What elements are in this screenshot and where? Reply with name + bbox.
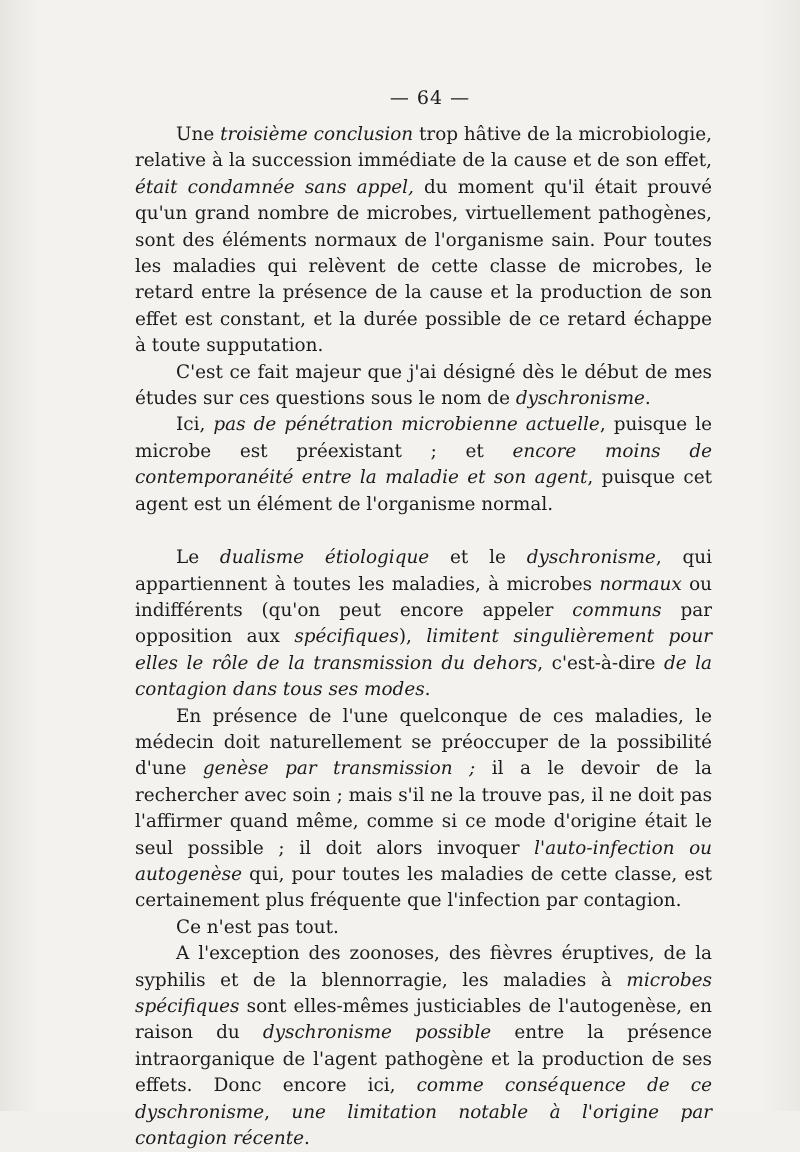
- italic-text: l'auto-infection ou autogenèse: [135, 837, 713, 885]
- paragraph: [135, 915, 712, 941]
- paragraph: [135, 545, 712, 703]
- text-run: qui, pour toutes les maladies de cette classe, est certainement plus fréquente que l'infection par contagion.: [135, 863, 712, 912]
- text-run: Une: [176, 124, 221, 145]
- italic-text: dyschronisme: [515, 388, 645, 410]
- italic-text: troisième conclusion: [220, 124, 414, 145]
- text-run: et le: [429, 547, 527, 569]
- body-text: [135, 122, 712, 1152]
- paragraph: [135, 704, 712, 915]
- italic-text: encore moins de contemporanéité entre la maladie et son agent: [135, 440, 712, 489]
- text-run: ),: [398, 626, 427, 648]
- italic-text: spécifiques: [294, 626, 399, 648]
- text-run: du moment qu'il était prouvé qu'un grand nombre de microbes, virtuellement pathogènes, sont des éléments normaux de l'organisme sain. Pour toutes les maladies qui relèvent de cette classe de microbes, le retard entre la présence de la cause et la production de son effet est constant, et la durée possible de ce retard échappe à toute supputation.: [135, 176, 712, 357]
- italic-text: microbes spécifiques: [135, 969, 712, 1017]
- text-run: .: [644, 388, 651, 410]
- text-run: , puisque cet agent est un élément de l'organisme normal.: [135, 467, 712, 515]
- text-run: Ici,: [176, 414, 214, 436]
- paragraph: [135, 360, 712, 413]
- text-run: par opposition aux: [135, 599, 712, 648]
- text-run: ou indifférents (qu'on peut encore appeler: [135, 573, 712, 621]
- italic-text: dualisme étiologique: [219, 547, 430, 569]
- text-run: sont elles-mêmes justiciables de l'autogenèse, en raison du: [135, 996, 712, 1044]
- paragraph: [135, 941, 712, 1152]
- text-run: C'est ce fait majeur que j'ai désigné dès le début de mes études sur ces questions sous le nom de: [135, 361, 712, 410]
- text-run: ,: [264, 1101, 292, 1123]
- text-run: Ce n'est pas tout.: [176, 916, 339, 938]
- text-run: , puisque le microbe est préexistant ; et: [135, 414, 712, 462]
- italic-text: pas de pénétration microbienne actuelle: [213, 414, 600, 436]
- italic-text: de la contagion dans tous ses modes: [135, 652, 712, 701]
- text-run: trop hâtive de la microbiologie, relative à la succession immédiate de la cause et de son effet,: [135, 124, 712, 172]
- text-run: .: [424, 679, 431, 701]
- italic-text: genèse par transmission ;: [202, 758, 476, 780]
- text-run: , c'est-à-dire: [537, 652, 664, 674]
- text-run: , qui appartiennent à toutes les maladies, à microbes: [135, 547, 712, 595]
- text-run: A l'exception des zoonoses, des fièvres éruptives, de la syphilis et de la blennorragie, les maladies à: [135, 943, 712, 991]
- italic-text: comme conséquence de ce dyschronisme: [135, 1075, 712, 1123]
- text-run: Le: [176, 547, 220, 569]
- paragraph: [135, 122, 712, 360]
- italic-text: dyschronisme possible: [262, 1022, 492, 1044]
- text-run: entre la présence intraorganique de l'agent pathogène et la production de ses effets. Donc encore ici,: [135, 1022, 712, 1097]
- text-run: il a le devoir de la rechercher avec soin ; mais s'il ne la trouve pas, il ne doit pas l'affirmer quand même, comme si ce mode d'origine était le seul possible ; il doit alors invoquer: [135, 758, 713, 859]
- italic-text: limitent singulièrement pour elles le rôle de la transmission du dehors: [135, 626, 712, 674]
- italic-text: était condamnée sans appel,: [135, 176, 414, 198]
- page-number: — 64 —: [389, 87, 471, 109]
- italic-text: une limitation notable à l'origine par contagion récente: [135, 1101, 712, 1150]
- italic-text: normaux: [599, 573, 682, 595]
- paragraph: [135, 412, 712, 518]
- text-run: .: [303, 1128, 310, 1150]
- italic-text: communs: [572, 599, 662, 621]
- text-run: En présence de l'une quelconque de ces maladies, le médecin doit naturellement se préoccuper de la possibilité d'une: [135, 705, 712, 780]
- italic-text: dyschronisme: [526, 547, 656, 569]
